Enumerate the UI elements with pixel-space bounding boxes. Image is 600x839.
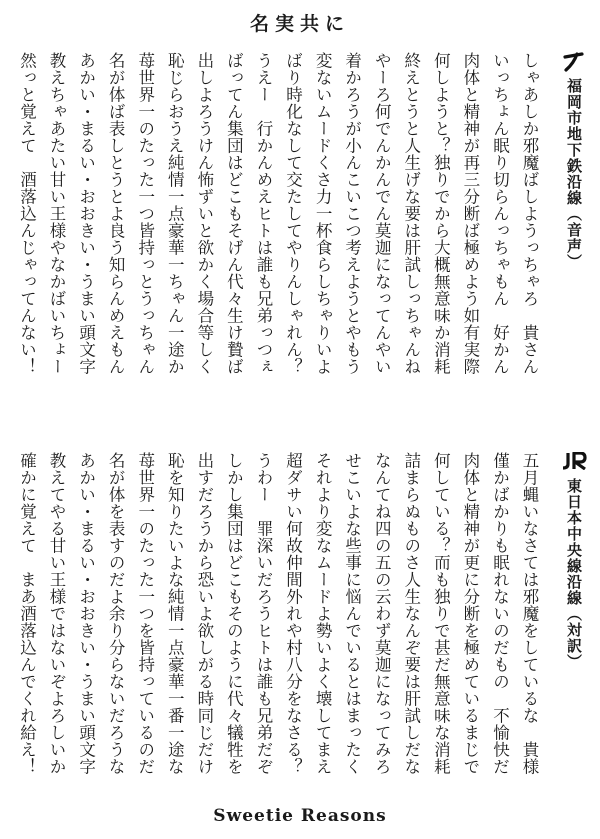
text-column: しゃあしか邪魔ばしようっちゃろ 貴さん: [520, 52, 539, 375]
vertical-text-block: [12, 452, 544, 806]
dialect-section: [0, 48, 600, 420]
text-column: 終えとうと人生げな要は肝試しっちゃんね: [401, 52, 421, 375]
text-column: 確かに覚えて まあ酒落込んでくれ給え！: [17, 452, 37, 775]
text-column: いっちょん眠り切らんっちゃもん 好かん: [490, 52, 510, 375]
text-column: やーろ何でんかんでん莫迦になってんやい: [372, 52, 392, 375]
text-column: 然っと覚えて 酒落込んじゃってんない！: [17, 52, 37, 375]
section-label-column: [554, 48, 594, 420]
text-column: うわー 罪深いだろうヒトは誰も兄弟だぞ: [253, 452, 273, 775]
text-column: ばってん集団はどこもそげん代々生け贄ば: [224, 52, 244, 375]
text-column: 恥を知りたいよな純情一点豪華一番一途な: [165, 452, 185, 775]
text-column: 苺世界一のたった一つを皆持っているのだ: [135, 452, 155, 775]
text-column: あかい・まるい・おおきい・うまい頭文字: [76, 452, 96, 775]
text-column: 名が体ば表しとうとよ良う知らんめえもん: [106, 52, 126, 375]
text-column: 五月蝿いなさては邪魔をしているな 貴様: [520, 452, 539, 775]
text-column: それより変なムードよ勢いよく壊してまえ: [313, 452, 333, 775]
fukuoka-subway-logo-icon: [560, 50, 588, 72]
section-label-column: [554, 448, 594, 806]
text-column: 出しよろうけん怖ずいと欲かく場合等しく: [194, 52, 214, 375]
text-column: 教えちゃあたい甘い王様やなかばいちょー: [47, 52, 66, 375]
section-label: 福岡市地下鉄沿線（音声）: [565, 78, 583, 270]
text-column: 詰まらぬものさ人生なんぞ要は肝試しだな: [401, 452, 421, 775]
text-column: 出すだろうから恐いよ欲しがる時同じだけ: [194, 452, 214, 775]
jr-logo-icon: [560, 450, 588, 472]
text-column: 名が体を表すのだよ余り分らないだろうな: [106, 452, 126, 775]
text-column: 教えてやる甘い王様ではないぞよろしいか: [47, 452, 66, 775]
text-column: 超ダサい何故仲間外れや村八分をなさる？: [283, 452, 303, 775]
section-label: 東日本中央線沿線（対訳）: [565, 478, 583, 670]
text-column: あかい・まるい・おおきい・うまい頭文字: [76, 52, 96, 375]
text-column: 肉体と精神が再三分断ば極めよう如有実際: [460, 52, 480, 375]
text-column: 恥じらおうえ純情一点豪華一ちゃん一途か: [165, 52, 185, 375]
text-column: 着かろうが小んこいこつ考えようとやもう: [342, 52, 362, 375]
vertical-text-block: [12, 52, 544, 420]
text-column: 何しようと？独りでから大概無意味か消耗: [431, 52, 451, 375]
text-column: 変ないムードくさ力一杯食らしちゃりいよ: [313, 52, 333, 375]
text-column: 僅かばかりも眠れないのだもの 不愉快だ: [490, 452, 510, 775]
footer-text: Sweetie Reasons: [213, 806, 387, 826]
text-column: せこいよな些事に悩んでいるとはまったく: [342, 452, 362, 775]
text-column: 肉体と精神が更に分断を極めているまじで: [460, 452, 480, 775]
text-column: 何している？而も独りで甚だ無意味な消耗: [431, 452, 451, 775]
text-column: なんてね四の五の云わず莫迦になってみろ: [372, 452, 392, 775]
page-title: 名実共に: [249, 13, 350, 35]
text-column: ばり時化なして交たしてやりんしゃれん？: [283, 52, 303, 375]
text-column: 苺世界一のたった一つ皆持っとうっちゃん: [135, 52, 155, 375]
text-column: しかし集団はどこもそのように代々犠牲を: [224, 452, 244, 775]
translation-section: [0, 448, 600, 806]
text-column: うえー 行かんめえヒトは誰も兄弟っつぇ: [253, 52, 273, 375]
